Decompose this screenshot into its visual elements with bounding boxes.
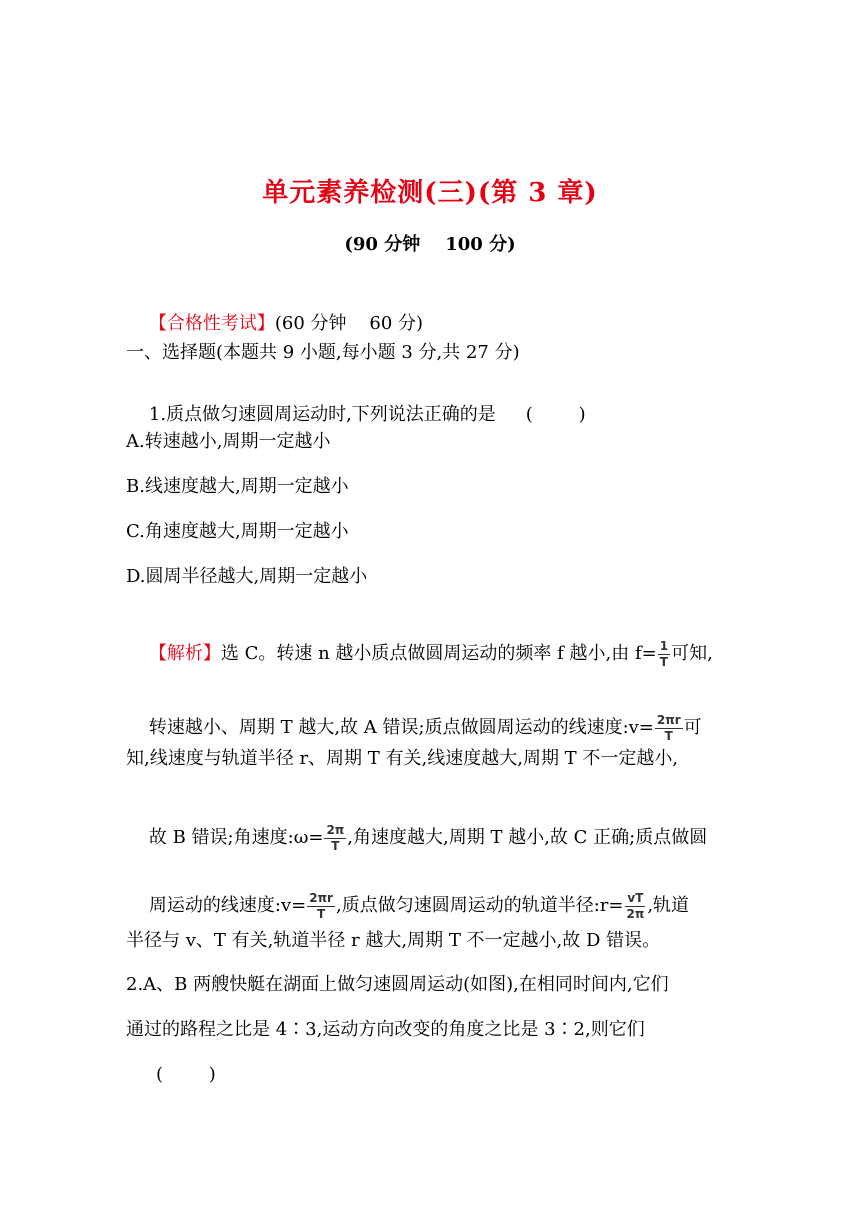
analysis-text: 可知, bbox=[671, 643, 713, 665]
analysis-line-4 bbox=[126, 806, 707, 870]
analysis-text: 选 C。转速 n 越小质点做圆周运动的频率 f 越小,由 f= bbox=[220, 643, 657, 665]
fraction-1-over-T: $\frac{1}{T}$ bbox=[659, 639, 669, 669]
page-subtitle: (90 分钟 100 分) bbox=[344, 234, 516, 255]
analysis-line-5 bbox=[126, 874, 689, 938]
question-2-line-2: 通过的路程之比是 4∶3,运动方向改变的角度之比是 3∶2,则它们 bbox=[126, 1019, 645, 1040]
analysis-text: 转速越小、周期 T 越大,故 A 错误;质点做圆周运动的线速度:v= bbox=[148, 717, 654, 739]
analysis-text: ,质点做匀速圆周运动的轨道半径:r= bbox=[335, 895, 624, 917]
fraction-2pir-over-T: $\frac{2\pi r}{T}$ bbox=[309, 891, 333, 921]
analysis-text: 故 B 错误;角速度:ω= bbox=[148, 827, 324, 849]
analysis-line-6: 半径与 v、T 有关,轨道半径 r 越大,周期 T 不一定越小,故 D 错误。 bbox=[126, 930, 661, 951]
option-d: D.圆周半径越大,周期一定越小 bbox=[126, 566, 368, 587]
answer-blank: ( ) bbox=[525, 404, 586, 425]
answer-blank: ( ) bbox=[156, 1064, 216, 1085]
analysis-text: 可 bbox=[683, 717, 702, 739]
option-a: A.转速越小,周期一定越小 bbox=[126, 431, 331, 452]
fraction-2pi-over-T: $\frac{2\pi}{T}$ bbox=[326, 823, 345, 853]
option-c: C.角速度越大,周期一定越小 bbox=[126, 521, 349, 542]
question-2-line-1: 2.A、B 两艘快艇在湖面上做匀速圆周运动(如图),在相同时间内,它们 bbox=[126, 974, 669, 995]
analysis-text: 周运动的线速度:v= bbox=[148, 895, 307, 917]
section-tag: 【合格性考试】 bbox=[148, 313, 275, 334]
analysis-text: ,角速度越大,周期 T 越小,故 C 正确;质点做圆 bbox=[347, 827, 708, 849]
analysis-tag: 【解析】 bbox=[148, 643, 221, 665]
fraction-2pir-over-T: $\frac{2\pi r}{T}$ bbox=[656, 713, 681, 743]
page-title: 单元素养检测(三)(第 3 章) bbox=[262, 178, 598, 208]
analysis-text: ,轨道 bbox=[647, 895, 690, 917]
section-info: (60 分钟 60 分) bbox=[274, 313, 424, 334]
part-heading: 一、选择题(本题共 9 小题,每小题 3 分,共 27 分) bbox=[126, 342, 520, 363]
option-b: B.线速度越大,周期一定越小 bbox=[126, 476, 349, 497]
analysis-line-3: 知,线速度与轨道半径 r、周期 T 有关,线速度越大,周期 T 不一定越小, bbox=[126, 748, 679, 769]
analysis-line-1 bbox=[126, 622, 713, 686]
fraction-vT-over-2pi: $\frac{vT}{2\pi}$ bbox=[626, 891, 645, 921]
question-1-text: 1.质点做匀速圆周运动时,下列说法正确的是 bbox=[148, 404, 496, 425]
